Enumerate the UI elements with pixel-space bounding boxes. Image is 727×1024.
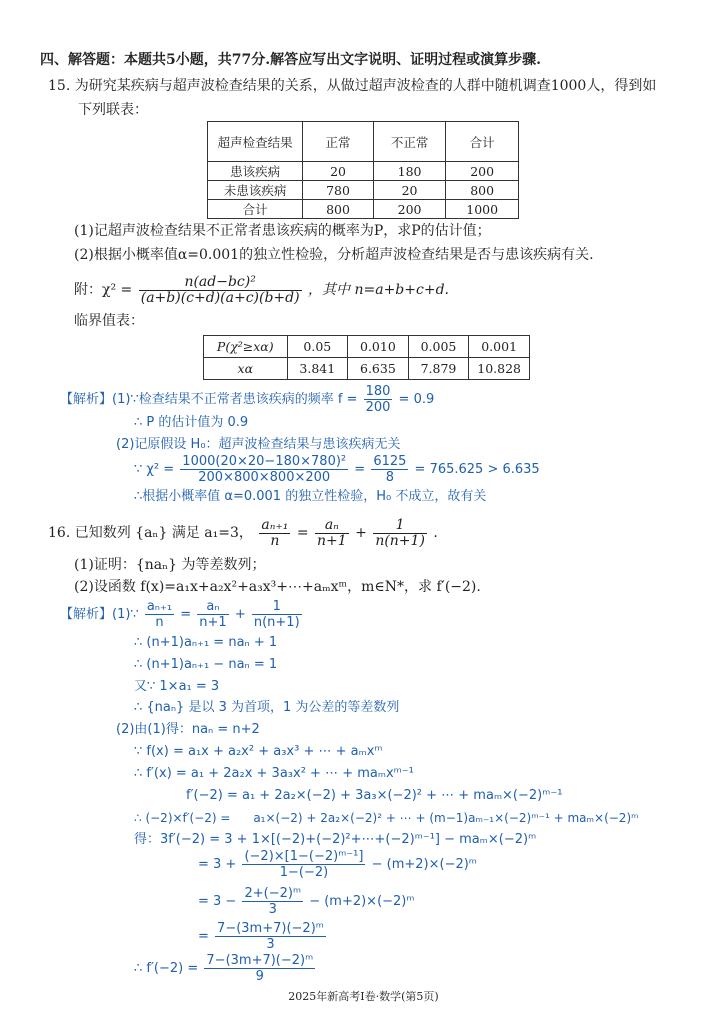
table-cell: 780 xyxy=(303,181,374,200)
fraction-numerator: aₙ xyxy=(197,599,228,615)
fraction-numerator: 7−(3m+7)(−2)ᵐ xyxy=(217,921,324,936)
q16-solution-line6: (2)由(1)得：naₙ = n+2 xyxy=(116,722,260,737)
solution-tag: 【解析】 xyxy=(60,607,113,622)
fraction-denominator: 9 xyxy=(255,969,264,984)
fraction-numerator: 1 xyxy=(373,518,427,534)
fraction-denominator: n(n+1) xyxy=(375,532,425,549)
fraction-numerator: aₙ₊₁ xyxy=(146,599,173,614)
q16-solution-line7: ∵ f(x) = a₁x + a₂x² + a₃x³ + ⋯ + aₘxᵐ xyxy=(134,744,383,759)
q16-solution-line10 xyxy=(134,809,639,827)
table-cell: 10.828 xyxy=(469,358,530,380)
solution-text: = xyxy=(354,462,366,477)
table-cell: 0.010 xyxy=(348,336,409,358)
solution-text: = xyxy=(180,607,192,622)
q16-part1: (1)证明：{naₙ} 为等差数列； xyxy=(74,557,266,573)
table-cell: 未患该疾病 xyxy=(208,181,303,200)
table-cell: 180 xyxy=(373,162,446,181)
fraction-denominator: n xyxy=(270,532,280,549)
q16-solution-line2: ∴ (n+1)aₙ₊₁ = naₙ + 1 xyxy=(134,635,278,650)
table-row xyxy=(204,358,530,380)
frequency-fraction xyxy=(364,384,393,415)
table-cell: 20 xyxy=(303,162,374,181)
q16-solution-line14 xyxy=(198,920,328,954)
fraction-denominator: n+1 xyxy=(199,615,227,630)
solution-text: + xyxy=(234,607,246,622)
q15-stem-line2: 下列联表： xyxy=(78,102,148,118)
q16-solution-line8: ∴ f′(x) = a₁ + 2a₂x + 3a₃x² + ⋯ + maₘxᵐ⁻¹ xyxy=(134,766,414,781)
solution-text: − (m+2)×(−2)ᵐ xyxy=(309,894,415,909)
formula-prefix: 附：χ² = xyxy=(74,282,133,298)
q16-solution-line1 xyxy=(60,598,304,632)
formula-denominator: (a+b)(c+d)(a+c)(b+d) xyxy=(140,289,300,306)
table-cell: 0.005 xyxy=(408,336,469,358)
table-header-cell: 正常 xyxy=(303,122,374,162)
q15-part1: (1)记超声波检查结果不正常者患该疾病的概率为P，求P的估计值； xyxy=(74,223,491,239)
chi-square-fraction xyxy=(180,454,348,485)
table-cell: P(χ²≥xα) xyxy=(204,336,288,358)
q16-part2: (2)设函数 f(x)=a₁x+a₂x²+a₃x³+⋯+aₘxᵐ，m∈N*，求 f′(−2). xyxy=(74,579,481,595)
q16-solution-line3: ∴ (n+1)aₙ₊₁ − naₙ = 1 xyxy=(134,657,278,672)
q16-solution-line12 xyxy=(198,846,477,884)
stem-text: + xyxy=(355,525,367,541)
fraction-numerator: 180 xyxy=(365,384,391,399)
q15-solution-line1 xyxy=(60,384,434,415)
table-row xyxy=(204,336,530,358)
simplified-fraction xyxy=(242,886,303,917)
table-cell: 6.635 xyxy=(348,358,409,380)
solution-text: = 0.9 xyxy=(398,392,435,407)
page-footer: 2025年新高考Ⅰ卷·数学(第5页) xyxy=(288,990,439,1003)
fraction-denominator: n xyxy=(155,615,164,630)
q16-solution-line13 xyxy=(198,884,414,920)
table-cell: 3.841 xyxy=(287,358,348,380)
contingency-table xyxy=(207,121,519,219)
table-row xyxy=(208,200,519,219)
solution-fraction-2 xyxy=(197,599,228,630)
section-heading: 四、解答题：本题共5小题，共77分.解答应写出文字说明、证明过程或演算步骤. xyxy=(40,52,541,68)
table-cell: 1000 xyxy=(446,200,519,219)
q15-solution-line4 xyxy=(134,453,540,487)
table-cell: 20 xyxy=(373,181,446,200)
critical-value-table xyxy=(203,335,530,380)
table-cell: 合计 xyxy=(208,200,303,219)
solution-text: (1)∵检查结果不正常者患该疾病的频率 f = xyxy=(112,392,358,407)
table-header-cell: 不正常 xyxy=(373,122,446,162)
sum-fraction xyxy=(242,849,365,880)
q15-part2: (2)根据小概率值α=0.001的独立性检验，分析超声波检查结果是否与患该疾病有关. xyxy=(74,247,594,263)
solution-text: = 765.625 > 6.635 xyxy=(414,462,540,477)
solution-text: − (m+2)×(−2)ᵐ xyxy=(371,857,477,872)
solution-text: ∴ (−2)×f′(−2) = xyxy=(134,811,231,825)
solution-fraction-3 xyxy=(252,599,302,630)
q16-solution-line9: f′(−2) = a₁ + 2a₂×(−2) + 3a₃×(−2)² + ⋯ + maₘ×(−2)ᵐ⁻¹ xyxy=(186,788,563,803)
result-fraction-3 xyxy=(215,921,326,952)
q16-solution-line5: ∴ {naₙ} 是以 3 为首项，1 为公差的等差数列 xyxy=(134,700,400,715)
stem-fraction-3 xyxy=(373,518,427,549)
q15-solution-line3: (2)记原假设 H₀：超声波检查结果与患该疾病无关 xyxy=(116,437,401,452)
table-cell: 800 xyxy=(446,181,519,200)
table-cell: xα xyxy=(204,358,288,380)
stem-fraction-1 xyxy=(259,518,290,549)
solution-text: = xyxy=(198,929,209,944)
fraction-denominator: 1−(−2) xyxy=(279,865,329,880)
solution-text: ∵ χ² = xyxy=(134,462,175,477)
fraction-numerator: (−2)×[1−(−2)ᵐ⁻¹] xyxy=(244,849,364,864)
fraction-denominator: 3 xyxy=(268,902,277,917)
solution-text: ∴ f′(−2) = xyxy=(134,961,199,976)
q15-solution-line2: ∴ P 的估计值为 0.9 xyxy=(134,415,249,430)
q15-solution-line5: ∴根据小概率值 α=0.001 的独立性检验，H₀ 不成立，故有关 xyxy=(134,489,487,504)
fraction-denominator: 3 xyxy=(266,937,275,952)
solution-text: (1)∵ xyxy=(112,607,139,622)
fraction-numerator: aₙ₊₁ xyxy=(261,516,289,533)
q16-solution-line15 xyxy=(134,952,317,986)
solution-text: a₁×(−2) + 2a₂×(−2)² + ⋯ + (m−1)aₘ₋₁×(−2)ᵐ⁻¹ + maₘ×(−2)ᵐ xyxy=(253,811,639,825)
stem-fraction-2 xyxy=(315,518,349,549)
critical-table-title: 临界值表： xyxy=(74,313,144,329)
fraction-numerator: 7−(3m+7)(−2)ᵐ xyxy=(206,953,314,968)
stem-text: 16. 已知数列 {aₙ} 满足 a₁=3， xyxy=(48,525,253,541)
fraction-numerator: 1000(20×20−180×780)² xyxy=(182,454,347,469)
stem-text: = xyxy=(296,525,309,541)
solution-text: = 3 − xyxy=(198,894,237,909)
q16-stem xyxy=(48,516,438,550)
table-cell: 200 xyxy=(446,162,519,181)
q16-solution-line11: 得：3f′(−2) = 3 + 1×[(−2)+(−2)²+⋯+(−2)ᵐ⁻¹] − maₘ×(−2)ᵐ xyxy=(134,832,537,847)
table-header-cell: 超声检查结果 xyxy=(208,122,303,162)
fraction-denominator: n+1 xyxy=(317,532,347,549)
q16-solution-line4: 又∵ 1×a₁ = 3 xyxy=(134,679,220,694)
fraction-numerator: 6125 xyxy=(373,454,407,469)
fraction-numerator: aₙ xyxy=(315,518,349,534)
table-cell: 200 xyxy=(373,200,446,219)
table-cell: 患该疾病 xyxy=(208,162,303,181)
chi-square-result-fraction xyxy=(371,454,408,485)
table-row xyxy=(208,162,519,181)
fraction-denominator: 200×800×800×200 xyxy=(198,470,331,485)
chi-square-formula xyxy=(74,272,449,308)
solution-fraction-1 xyxy=(145,599,174,630)
formula-numerator: n(ad−bc)² xyxy=(139,275,302,291)
fraction-denominator: 8 xyxy=(385,470,394,485)
solution-text: = 3 + xyxy=(198,857,237,872)
stem-text: . xyxy=(433,525,438,541)
table-cell: 0.001 xyxy=(469,336,530,358)
fraction-numerator: 1 xyxy=(252,599,302,615)
solution-tag: 【解析】 xyxy=(60,392,113,407)
table-row xyxy=(208,181,519,200)
q15-stem-line1: 15. 为研究某疾病与超声波检查结果的关系，从做过超声波检查的人群中随机调查1000人，得到如 xyxy=(48,78,657,94)
table-cell: 0.05 xyxy=(287,336,348,358)
fraction-numerator: 2+(−2)ᵐ xyxy=(244,886,302,901)
table-cell: 7.879 xyxy=(408,358,469,380)
fraction-denominator: 200 xyxy=(365,400,391,415)
table-header-cell: 合计 xyxy=(446,122,519,162)
final-answer-fraction xyxy=(204,953,315,984)
table-cell: 800 xyxy=(303,200,374,219)
formula-fraction xyxy=(139,275,302,306)
formula-suffix: ，其中 n=a+b+c+d. xyxy=(308,282,449,298)
fraction-denominator: n(n+1) xyxy=(253,615,300,630)
